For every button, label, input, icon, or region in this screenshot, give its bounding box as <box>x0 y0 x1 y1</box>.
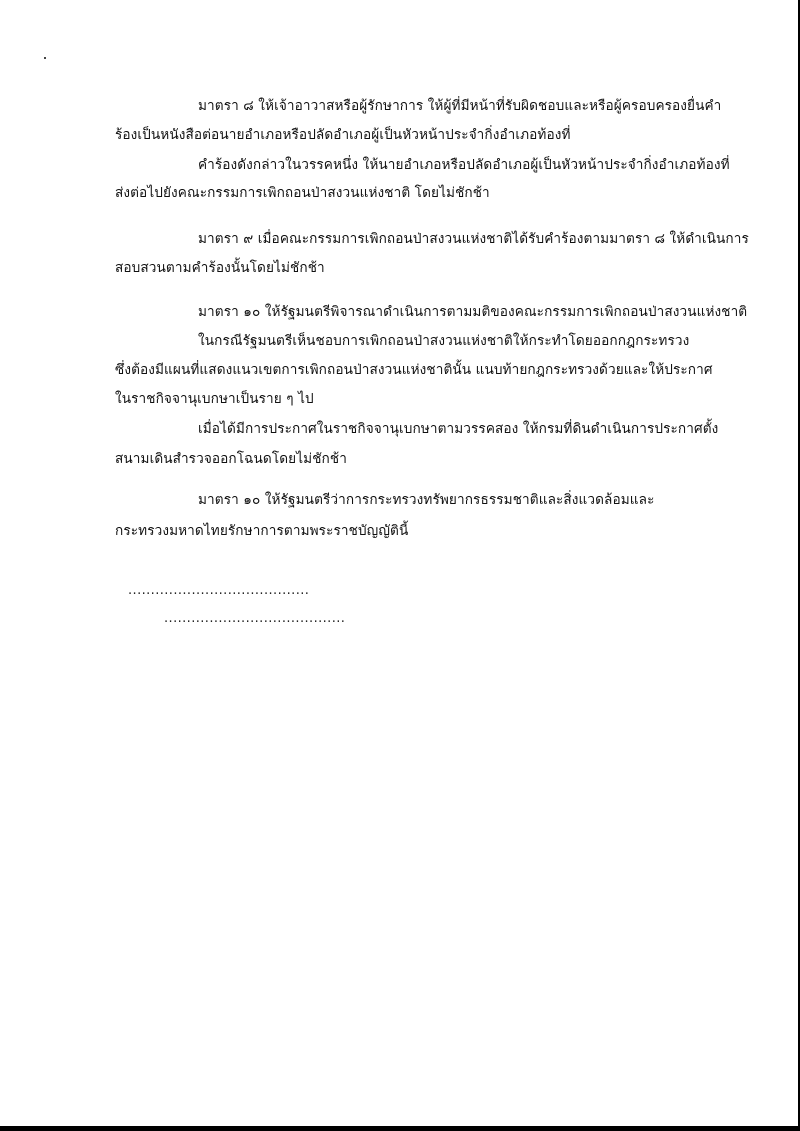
signature-line-1: ........................................ <box>128 583 310 598</box>
section-10-para-3-line-1: เมื่อได้มีการประกาศในราชกิจจานุเบกษาตามวรรคสอง ให้กรมที่ดินดำเนินการประกาศตั้ง <box>198 421 719 437</box>
section-10-para-2-line-1: ในกรณีรัฐมนตรีเห็นชอบการเพิกถอนป่าสงวนแห่งชาติให้กระทำโดยออกกฎกระทรวง <box>198 333 690 349</box>
section-11-line-2: กระทรวงมหาดไทยรักษาการตามพระราชบัญญัตินี้ <box>115 523 409 539</box>
section-8-line-1: มาตรา ๘ ให้เจ้าอาวาสหรือผู้รักษาการ ให้ผู้ที่มีหน้าที่รับผิดชอบและหรือผู้ครอบครองยื่นคำ <box>198 98 722 114</box>
section-10-para-2-line-3: ในราชกิจจานุเบกษาเป็นราย ๆ ไป <box>115 391 314 407</box>
signature-line-2: ........................................ <box>164 611 346 626</box>
section-9-line-1: มาตรา ๙ เมื่อคณะกรรมการเพิกถอนป่าสงวนแห่งชาติได้รับคำร้องตามมาตรา ๘ ให้ดำเนินการ <box>198 231 749 247</box>
scan-speck <box>44 57 46 59</box>
section-8-line-2: ร้องเป็นหนังสือต่อนายอำเภอหรือปลัดอำเภอผู้เป็นหัวหน้าประจำกิ่งอำเภอท้องที่ <box>115 127 571 143</box>
section-11-line-1: มาตรา ๑๐ ให้รัฐมนตรีว่าการกระทรวงทรัพยากรธรรมชาติและสิ่งแวดล้อมและ <box>198 492 655 508</box>
section-8-para-2-line-2: ส่งต่อไปยังคณะกรรมการเพิกถอนป่าสงวนแห่งชาติ โดยไม่ชักช้า <box>115 185 490 201</box>
section-10-para-3-line-2: สนามเดินสำรวจออกโฉนดโดยไม่ชักช้า <box>115 451 347 467</box>
section-9-line-2: สอบสวนตามคำร้องนั้นโดยไม่ชักช้า <box>115 260 325 276</box>
section-10-para-2-line-2: ซึ่งต้องมีแผนที่แสดงแนวเขตการเพิกถอนป่าสงวนแห่งชาตินั้น แนบท้ายกฎกระทรวงด้วยและให้ประกาศ <box>115 362 713 378</box>
section-8-para-2-line-1: คำร้องดังกล่าวในวรรคหนึ่ง ให้นายอำเภอหรือปลัดอำเภอผู้เป็นหัวหน้าประจำกิ่งอำเภอท้องที่ <box>198 157 730 173</box>
scan-border-bottom <box>0 1126 800 1131</box>
section-10-line-1: มาตรา ๑๐ ให้รัฐมนตรีพิจารณาดำเนินการตามมติของคณะกรรมการเพิกถอนป่าสงวนแห่งชาติ <box>198 304 748 320</box>
